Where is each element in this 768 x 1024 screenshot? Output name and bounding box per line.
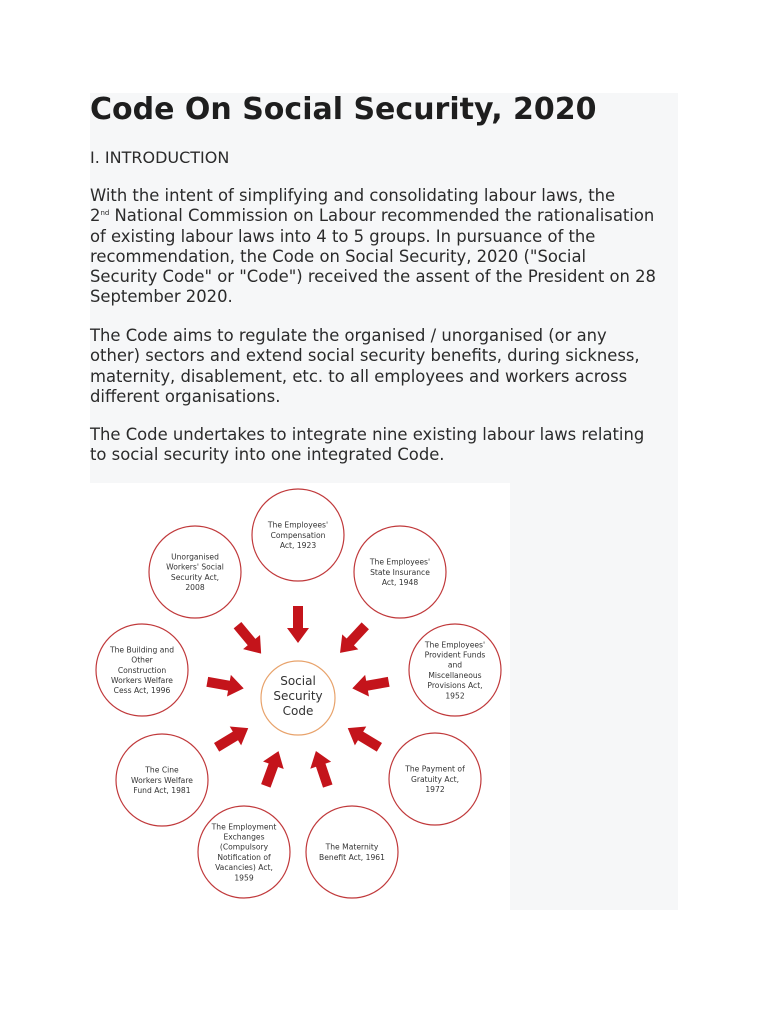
paragraph-line: of existing labour laws into 4 to 5 groups. In pursuance of the	[90, 226, 596, 246]
arrow-icon	[229, 618, 270, 661]
act-node	[96, 624, 188, 716]
act-label-line: The Employees'	[369, 557, 431, 567]
act-node	[409, 624, 501, 716]
arrow-icon	[305, 747, 338, 789]
act-node	[306, 806, 398, 898]
social-security-code-diagram	[90, 483, 510, 910]
arrow-icon	[287, 606, 309, 643]
act-node	[116, 734, 208, 826]
arrow-icon	[342, 719, 385, 757]
paragraph-line: September 2020.	[90, 287, 233, 307]
paragraph-line-text: National Commission on Labour recommended the rationalisation	[109, 206, 655, 226]
paragraph-line	[90, 206, 690, 226]
arrow-icon	[205, 671, 245, 699]
act-label-line: Cess Act, 1996	[113, 686, 171, 696]
act-label-line: Act, 1948	[381, 578, 419, 587]
act-label-line: Workers Welfare	[131, 775, 193, 785]
act-label-line: 1972	[425, 785, 445, 794]
act-label-line: 1959	[234, 873, 254, 883]
center-node	[261, 661, 335, 735]
act-label-line: Workers' Social	[166, 562, 224, 572]
act-label-line: Act, 1923	[279, 541, 317, 550]
paragraph-line: With the intent of simplifying and consolidating labour laws, the	[90, 186, 616, 205]
act-label-line: The Employees'	[424, 640, 486, 650]
act-label-line: and	[447, 660, 463, 670]
act-label-line: The Cine	[145, 765, 179, 775]
act-label-line: Exchanges	[223, 832, 265, 842]
act-label-line: Compensation	[270, 530, 326, 540]
center-label-line: Social	[280, 674, 316, 688]
arrow-icon	[332, 618, 373, 660]
diagram-canvas	[90, 483, 510, 910]
intro-paragraph-3	[90, 425, 690, 466]
act-label-line: (Compulsory	[219, 842, 269, 852]
act-node	[354, 526, 446, 618]
act-label-line: Other	[131, 655, 153, 665]
act-label-line: The Employment	[211, 822, 277, 832]
arrow-icon	[211, 719, 254, 757]
paragraph-line: to social security into one integrated Code.	[90, 445, 445, 465]
paragraph-line: maternity, disablement, etc. to all employees and workers across	[90, 366, 628, 386]
act-label-line: The Building and	[109, 645, 175, 655]
act-node	[389, 733, 481, 825]
act-label-line: Fund Act, 1981	[133, 786, 191, 795]
paragraph-line: The Code undertakes to integrate nine existing labour laws relating	[90, 425, 645, 444]
ordinal-suffix: nd	[100, 209, 110, 218]
act-label-line: Miscellaneous	[428, 670, 482, 680]
act-node	[252, 489, 344, 581]
paragraph-line: different organisations.	[90, 386, 281, 406]
act-label-line: Notification of	[217, 852, 271, 862]
act-label-line: The Payment of	[405, 764, 465, 774]
paragraph-line: recommendation, the Code on Social Security, 2020 ("Social	[90, 246, 587, 266]
act-label-line: Provisions Act,	[427, 681, 483, 691]
paragraph-line: The Code aims to regulate the organised / unorganised (or any	[90, 326, 607, 345]
act-label-line: The Maternity	[325, 842, 379, 852]
intro-paragraph-2	[90, 326, 690, 407]
paragraph-line: other) sectors and extend social security benefits, during sickness,	[90, 346, 640, 366]
section-heading: I. INTRODUCTION	[90, 148, 230, 167]
ordinal-number: 2	[90, 206, 101, 226]
page-title: Code On Social Security, 2020	[90, 92, 597, 127]
act-label-line: Construction	[117, 665, 167, 675]
act-label-line: 1952	[445, 691, 465, 701]
act-label-line: Security Act,	[170, 572, 220, 582]
paragraph-line: Security Code" or "Code") received the assent of the President on 28	[90, 267, 656, 287]
act-label-line: Benefit Act, 1961	[319, 852, 385, 862]
act-label-line: 2008	[185, 583, 205, 593]
intro-paragraph-1	[90, 186, 690, 308]
act-label-line: Provident Funds	[424, 650, 486, 660]
act-label-line: Workers Welfare	[111, 676, 173, 685]
act-node	[198, 806, 290, 898]
act-label-line: Gratuity Act,	[410, 774, 460, 784]
arrow-icon	[255, 747, 288, 789]
center-label-line: Security	[273, 689, 323, 703]
act-label-line: The Employees'	[267, 520, 329, 530]
act-node	[149, 526, 241, 618]
act-label-line: State Insurance	[370, 567, 430, 577]
center-label-line: Code	[282, 704, 314, 718]
act-label-line: Unorganised	[171, 552, 219, 562]
act-label-line: Vacancies) Act,	[215, 863, 273, 873]
arrow-icon	[350, 671, 390, 699]
